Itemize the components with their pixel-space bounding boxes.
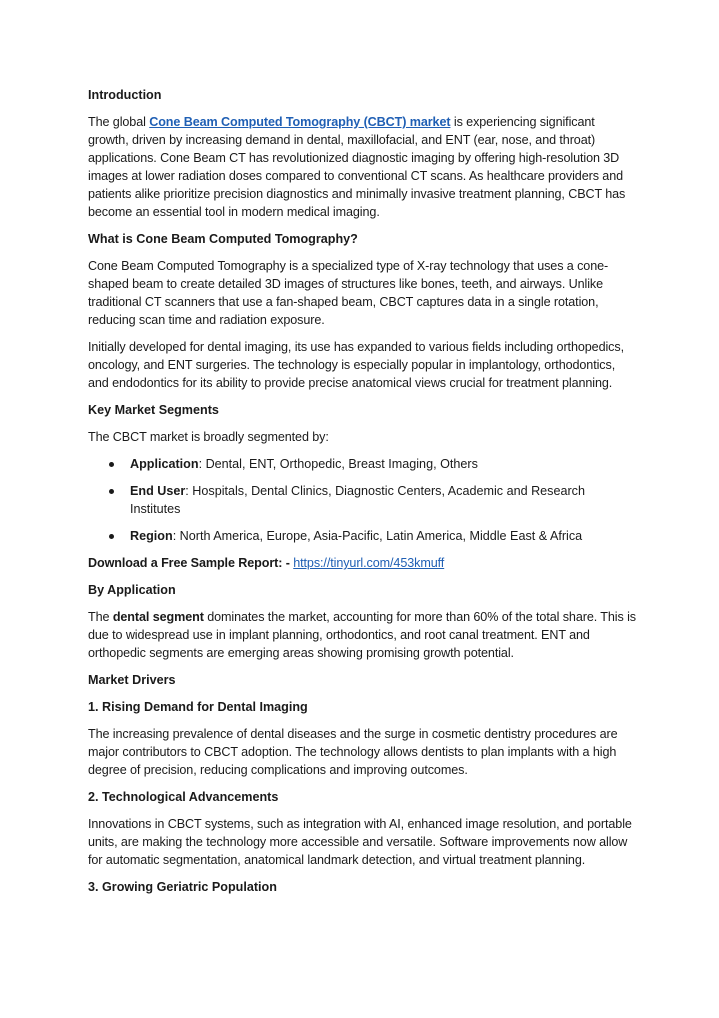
driver-3-heading: 3. Growing Geriatric Population bbox=[88, 880, 277, 894]
document-page bbox=[88, 86, 636, 905]
cbct-market-link[interactable]: Cone Beam Computed Tomography (CBCT) market bbox=[149, 115, 451, 129]
intro-heading: Introduction bbox=[88, 88, 162, 102]
driver-1-heading: 1. Rising Demand for Dental Imaging bbox=[88, 700, 308, 714]
segments-intro: The CBCT market is broadly segmented by: bbox=[88, 430, 329, 444]
intro-suffix: is experiencing significant growth, driven by increasing demand in dental, maxillofacial, and ENT (ear, nose, and throat) applications. Cone Beam CT has revolutionized diagnostic imaging by offering high-resolution 3D images at lower radiation doses compared to conventional CT scans. As healthcare providers and patients alike prioritize precision diagnostics and minimally invasive treatment planning, CBCT has become an essential tool in modern medical imaging. bbox=[88, 115, 626, 219]
intro-prefix: The global bbox=[88, 115, 150, 129]
segment-text: : Hospitals, Dental Clinics, Diagnostic Centers, Academic and Research Institutes bbox=[130, 484, 585, 516]
sample-report-link[interactable]: https://tinyurl.com/453kmuff bbox=[293, 556, 445, 570]
by-application-heading: By Application bbox=[88, 583, 176, 597]
bullet-icon bbox=[109, 489, 114, 494]
by-app-prefix: The bbox=[88, 610, 113, 624]
bullet-icon bbox=[109, 534, 114, 539]
segment-label: Application bbox=[130, 457, 199, 471]
segments-heading: Key Market Segments bbox=[88, 403, 219, 417]
what-is-paragraph-1: Cone Beam Computed Tomography is a specialized type of X-ray technology that uses a cone-shaped beam to create detailed 3D images of structures like bones, teeth, and airways. Unlike traditional CT scanners that use a fan-shaped beam, CBCT captures data in a single rotation, reducing scan time and radiation exposure. bbox=[88, 259, 609, 327]
list-item-end-user bbox=[88, 482, 636, 518]
segments-list bbox=[88, 455, 636, 545]
segment-label: Region bbox=[130, 529, 173, 543]
segment-text: : Dental, ENT, Orthopedic, Breast Imaging, Others bbox=[198, 457, 478, 471]
by-app-suffix: dominates the market, accounting for more than 60% of the total share. This is due to widespread use in implant planning, orthodontics, and root canal treatment. ENT and orthopedic segments are emerging areas showing promising growth potential. bbox=[88, 610, 636, 660]
driver-1-paragraph: The increasing prevalence of dental diseases and the surge in cosmetic dentistry procedures are major contributors to CBCT adoption. The technology allows dentists to plan implants with a high degree of precision, reducing complications and improving outcomes. bbox=[88, 727, 618, 777]
list-item-region bbox=[88, 527, 636, 545]
download-line bbox=[88, 554, 636, 572]
download-label: Download a Free Sample Report: - bbox=[88, 556, 294, 570]
segment-text: : North America, Europe, Asia-Pacific, Latin America, Middle East & Africa bbox=[172, 529, 583, 543]
intro-paragraph bbox=[88, 113, 636, 221]
by-application-paragraph bbox=[88, 608, 636, 662]
market-drivers-heading: Market Drivers bbox=[88, 673, 176, 687]
what-is-paragraph-2: Initially developed for dental imaging, its use has expanded to various fields including orthopedics, oncology, and ENT surgeries. The technology is especially popular in implantology, orthodontics, and endodontics for its ability to provide precise anatomical views crucial for treatment planning. bbox=[88, 340, 624, 390]
driver-2-paragraph: Innovations in CBCT systems, such as integration with AI, enhanced image resolution, and portable units, are making the technology more accessible and versatile. Software improvements now allow for automatic segmentation, anatomical landmark detection, and virtual treatment planning. bbox=[88, 817, 632, 867]
bullet-icon bbox=[109, 462, 114, 467]
list-item-application bbox=[88, 455, 636, 473]
by-app-bold: dental segment bbox=[112, 610, 204, 624]
segment-label: End User bbox=[130, 484, 186, 498]
driver-2-heading: 2. Technological Advancements bbox=[88, 790, 279, 804]
what-is-heading: What is Cone Beam Computed Tomography? bbox=[88, 232, 358, 246]
